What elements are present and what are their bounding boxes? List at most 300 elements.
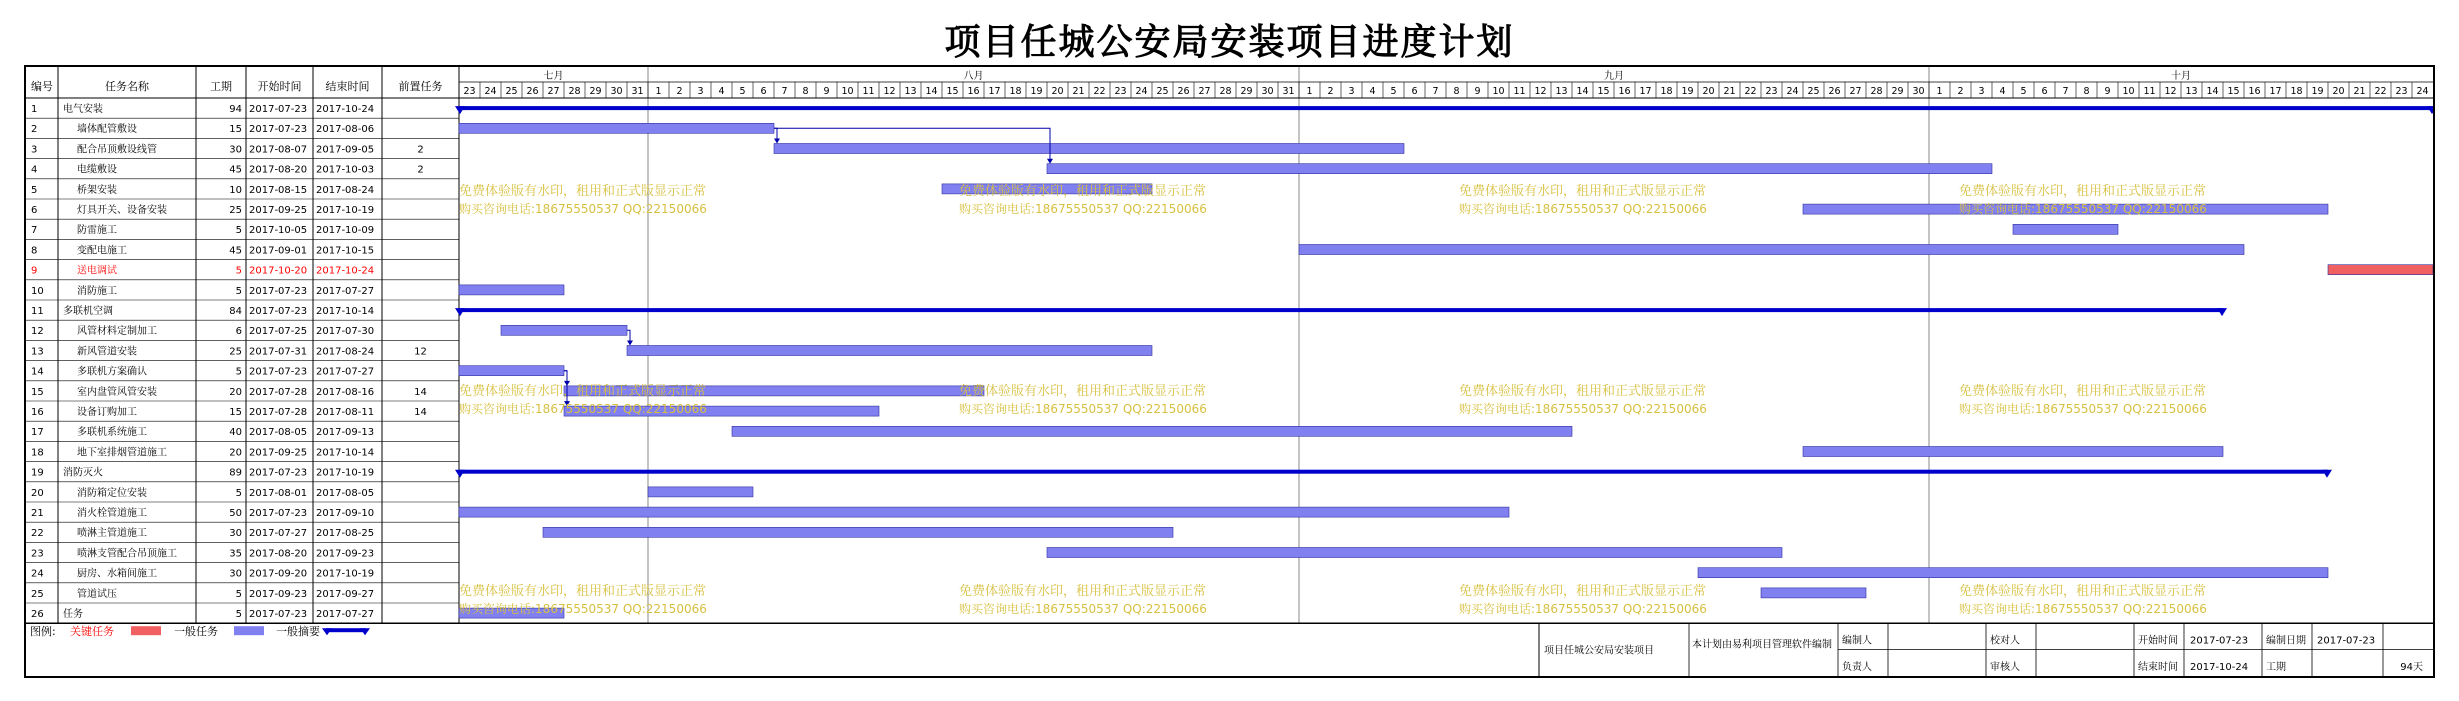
task-name: 消防箱定位安装 — [77, 487, 147, 499]
dependency-arrow — [627, 341, 633, 346]
task-bar[interactable] — [1761, 588, 1866, 598]
task-end: 2017-09-10 — [316, 508, 375, 519]
watermark-line1: 免费体验版有水印，租用和正式版显示正常 — [459, 184, 707, 199]
day-label: 21 — [1723, 86, 1736, 97]
task-id: 14 — [31, 366, 44, 378]
task-end: 2017-07-27 — [316, 366, 375, 378]
footer-end-value: 2017-10-24 — [2190, 662, 2249, 673]
task-duration: 25 — [229, 346, 242, 358]
task-start: 2017-07-25 — [249, 326, 308, 338]
day-label: 3 — [1978, 86, 1985, 97]
watermark-line1: 免费体验版有水印，租用和正式版显示正常 — [459, 584, 707, 599]
day-label: 10 — [1492, 86, 1505, 97]
task-bar[interactable] — [627, 346, 1152, 356]
summary-bar[interactable] — [459, 308, 2223, 312]
column-header-start: 开始时间 — [257, 80, 302, 93]
watermark-line1: 免费体验版有水印，租用和正式版显示正常 — [1959, 584, 2207, 599]
month-label: 十月 — [2171, 71, 2191, 82]
watermark-line1: 免费体验版有水印，租用和正式版显示正常 — [1959, 384, 2207, 399]
task-id: 22 — [31, 528, 44, 540]
task-start: 2017-07-27 — [249, 528, 308, 540]
day-label: 19 — [1681, 86, 1694, 97]
column-header-end: 结束时间 — [325, 80, 370, 93]
task-name: 管道试压 — [77, 588, 117, 600]
day-label: 23 — [2395, 86, 2408, 97]
day-label: 14 — [1576, 86, 1589, 97]
day-label: 13 — [904, 86, 917, 97]
task-predecessor: 14 — [414, 407, 427, 418]
watermark-line1: 免费体验版有水印，租用和正式版显示正常 — [959, 384, 1207, 399]
day-label: 31 — [1282, 86, 1295, 97]
task-end: 2017-10-24 — [316, 265, 375, 277]
footer-responsible-label: 负责人 — [1842, 662, 1872, 673]
legend-critical-swatch — [131, 626, 161, 635]
task-bar[interactable] — [543, 527, 1173, 537]
footer-prepared-by-label: 编制人 — [1842, 635, 1872, 647]
legend-summary-swatch — [326, 628, 366, 632]
day-label: 16 — [2248, 86, 2261, 97]
task-duration: 30 — [229, 144, 242, 156]
day-label: 18 — [2290, 86, 2303, 97]
day-label: 25 — [505, 86, 518, 97]
day-label: 18 — [1009, 86, 1022, 97]
task-name: 灯具开关、设备安装 — [77, 205, 167, 216]
day-label: 11 — [2143, 86, 2156, 97]
task-start: 2017-07-23 — [249, 104, 308, 115]
day-label: 8 — [802, 86, 809, 97]
task-duration: 25 — [229, 205, 242, 216]
task-name: 变配电施工 — [77, 245, 127, 257]
day-label: 6 — [1411, 86, 1418, 97]
task-id: 24 — [31, 568, 44, 580]
month-label: 七月 — [543, 71, 564, 82]
gantt-frame — [24, 65, 2435, 678]
task-end: 2017-10-14 — [316, 306, 375, 317]
task-predecessor: 14 — [414, 386, 427, 398]
task-duration: 5 — [235, 366, 242, 378]
task-bar[interactable] — [1803, 447, 2223, 457]
task-id: 10 — [31, 285, 44, 297]
watermark-line2: 购买咨询电话:18675550537 QQ:22150066 — [1959, 602, 2207, 616]
task-bar[interactable] — [732, 426, 1572, 436]
day-label: 14 — [925, 86, 938, 97]
day-label: 26 — [1177, 86, 1190, 97]
day-label: 15 — [946, 86, 959, 97]
footer-start-label: 开始时间 — [2138, 635, 2178, 647]
watermark-line2: 购买咨询电话:18675550537 QQ:22150066 — [959, 202, 1207, 216]
task-duration: 10 — [229, 184, 242, 196]
day-label: 13 — [1555, 86, 1568, 97]
task-bar[interactable] — [2013, 224, 2118, 234]
task-id: 2 — [31, 124, 38, 136]
legend-summary-label: 一般摘要 — [276, 625, 320, 639]
task-duration: 5 — [235, 588, 242, 600]
task-end: 2017-08-24 — [316, 346, 375, 358]
day-label: 20 — [2332, 86, 2345, 97]
task-duration: 89 — [229, 467, 242, 479]
day-label: 12 — [2164, 86, 2177, 97]
day-label: 14 — [2206, 86, 2219, 97]
day-label: 1 — [1936, 86, 1943, 97]
task-start: 2017-09-23 — [249, 588, 308, 600]
task-bar[interactable] — [459, 285, 564, 295]
footer-date-value: 2017-07-23 — [2317, 635, 2376, 647]
watermark-line2: 购买咨询电话:18675550537 QQ:22150066 — [1459, 402, 1707, 416]
day-label: 29 — [1891, 86, 1904, 97]
task-name: 多联机方案确认 — [77, 366, 147, 378]
day-label: 11 — [862, 86, 875, 97]
task-id: 7 — [31, 225, 38, 237]
day-label: 19 — [2311, 86, 2324, 97]
task-duration: 30 — [229, 528, 242, 540]
day-label: 6 — [2041, 86, 2048, 97]
task-duration: 5 — [235, 487, 242, 499]
task-start: 2017-07-23 — [249, 124, 308, 136]
watermark-line2: 购买咨询电话:18675550537 QQ:22150066 — [1459, 202, 1707, 216]
task-name: 室内盘管风管安装 — [77, 386, 157, 398]
day-label: 29 — [589, 86, 602, 97]
day-label: 30 — [610, 86, 623, 97]
page-title: 项目任城公安局安装项目进度计划 — [944, 21, 1515, 63]
task-end: 2017-07-27 — [316, 285, 375, 297]
task-id: 4 — [31, 164, 38, 176]
day-label: 3 — [1348, 86, 1355, 97]
day-label: 25 — [1807, 86, 1820, 97]
task-end: 2017-08-24 — [316, 184, 375, 196]
task-id: 6 — [31, 205, 38, 216]
task-end: 2017-10-19 — [316, 568, 375, 580]
task-duration: 40 — [229, 427, 242, 439]
task-duration: 20 — [229, 386, 242, 398]
task-start: 2017-07-23 — [249, 366, 308, 378]
footer-duration-value: 94天 — [2400, 662, 2423, 673]
day-label: 17 — [1639, 86, 1652, 97]
task-end: 2017-10-14 — [316, 447, 375, 459]
day-label: 7 — [1432, 86, 1439, 97]
task-id: 17 — [31, 427, 44, 439]
task-id: 1 — [31, 104, 38, 115]
day-label: 23 — [1765, 86, 1778, 97]
day-label: 24 — [484, 86, 497, 97]
footer-duration-label: 工期 — [2266, 662, 2286, 673]
task-duration: 6 — [235, 326, 242, 338]
day-label: 17 — [2269, 86, 2282, 97]
task-end: 2017-10-03 — [316, 164, 375, 176]
task-id: 21 — [31, 508, 44, 519]
legend-label: 图例: — [30, 625, 56, 639]
task-bar[interactable] — [1047, 548, 1782, 558]
task-end: 2017-08-11 — [316, 407, 375, 418]
day-label: 31 — [631, 86, 644, 97]
day-label: 19 — [1030, 86, 1043, 97]
day-label: 9 — [1474, 86, 1481, 97]
task-start: 2017-07-23 — [249, 306, 308, 317]
task-start: 2017-09-01 — [249, 245, 308, 257]
task-name: 送电调试 — [77, 265, 117, 277]
task-duration: 5 — [235, 225, 242, 237]
task-duration: 30 — [229, 568, 242, 580]
critical-task-bar[interactable] — [2328, 265, 2433, 275]
task-duration: 15 — [229, 124, 242, 136]
task-name: 设备订购加工 — [77, 407, 137, 418]
task-end: 2017-08-16 — [316, 386, 375, 398]
day-label: 16 — [967, 86, 980, 97]
task-bar[interactable] — [774, 144, 1404, 154]
task-end: 2017-10-09 — [316, 225, 375, 237]
day-label: 5 — [2020, 86, 2027, 97]
footer-project: 项目任城公安局安装项目 — [1544, 645, 1654, 657]
task-end: 2017-08-25 — [316, 528, 375, 540]
task-name: 消防灭火 — [63, 467, 103, 479]
task-start: 2017-08-01 — [249, 487, 308, 499]
task-start: 2017-07-23 — [249, 285, 308, 297]
dependency-arrow — [774, 139, 780, 144]
task-id: 12 — [31, 326, 44, 338]
task-bar[interactable] — [1047, 164, 1992, 174]
month-label: 八月 — [963, 71, 984, 82]
watermark-line1: 免费体验版有水印，租用和正式版显示正常 — [459, 384, 707, 399]
task-id: 3 — [31, 144, 38, 156]
column-header-name: 任务名称 — [105, 80, 149, 93]
task-end: 2017-10-24 — [316, 104, 375, 115]
task-end: 2017-09-05 — [316, 144, 375, 156]
day-label: 9 — [2104, 86, 2111, 97]
task-duration: 5 — [235, 265, 242, 277]
day-label: 15 — [1597, 86, 1610, 97]
summary-bar[interactable] — [459, 106, 2433, 110]
task-name: 电缆敷设 — [77, 164, 117, 176]
day-label: 7 — [2062, 86, 2069, 97]
task-id: 5 — [31, 184, 38, 196]
task-duration: 45 — [229, 245, 242, 257]
column-header-pred: 前置任务 — [398, 80, 443, 93]
task-name: 防雷施工 — [77, 225, 117, 237]
task-name: 电气安装 — [63, 104, 103, 115]
task-predecessor: 12 — [414, 346, 427, 358]
task-duration: 45 — [229, 164, 242, 176]
watermark-line2: 购买咨询电话:18675550537 QQ:22150066 — [959, 602, 1207, 616]
day-label: 17 — [988, 86, 1001, 97]
day-label: 28 — [1219, 86, 1232, 97]
task-id: 19 — [31, 467, 44, 479]
task-name: 多联机空调 — [63, 306, 113, 317]
day-label: 26 — [1828, 86, 1841, 97]
day-label: 18 — [1660, 86, 1673, 97]
task-id: 15 — [31, 386, 44, 398]
day-label: 25 — [1156, 86, 1169, 97]
task-duration: 20 — [229, 447, 242, 459]
day-label: 28 — [1870, 86, 1883, 97]
task-start: 2017-09-25 — [249, 205, 308, 216]
day-label: 20 — [1702, 86, 1715, 97]
day-label: 4 — [1369, 86, 1376, 97]
task-bar[interactable] — [459, 366, 564, 376]
task-name: 风管材料定制加工 — [77, 326, 157, 338]
watermark-line2: 购买咨询电话:18675550537 QQ:22150066 — [959, 402, 1207, 416]
day-label: 15 — [2227, 86, 2240, 97]
task-name: 新风管道安装 — [77, 346, 137, 358]
day-label: 23 — [463, 86, 476, 97]
day-label: 16 — [1618, 86, 1631, 97]
legend-normal-label: 一般任务 — [174, 625, 218, 639]
task-name: 厨房、水箱间施工 — [77, 568, 157, 580]
task-id: 13 — [31, 346, 44, 358]
watermark-line1: 免费体验版有水印，租用和正式版显示正常 — [959, 184, 1207, 199]
task-start: 2017-10-05 — [249, 225, 308, 237]
task-bar[interactable] — [1299, 245, 2244, 255]
dependency-arrow — [1047, 159, 1053, 164]
task-start: 2017-07-23 — [249, 609, 308, 620]
watermark-line2: 购买咨询电话:18675550537 QQ:22150066 — [459, 202, 707, 216]
task-bar[interactable] — [459, 507, 1509, 517]
task-name: 墙体配管敷设 — [77, 124, 137, 136]
footer-date-label: 编制日期 — [2266, 635, 2306, 647]
task-id: 18 — [31, 447, 44, 459]
day-label: 10 — [2122, 86, 2135, 97]
task-duration: 15 — [229, 407, 242, 418]
task-start: 2017-07-31 — [249, 346, 308, 358]
watermark-line2: 购买咨询电话:18675550537 QQ:22150066 — [459, 402, 707, 416]
task-duration: 50 — [229, 508, 242, 519]
day-label: 11 — [1513, 86, 1526, 97]
task-duration: 84 — [229, 306, 242, 317]
task-name: 喷淋主管道施工 — [77, 528, 147, 540]
watermark-line2: 购买咨询电话:18675550537 QQ:22150066 — [1459, 602, 1707, 616]
day-label: 30 — [1912, 86, 1925, 97]
day-label: 28 — [568, 86, 581, 97]
day-label: 24 — [1786, 86, 1799, 97]
task-name: 喷淋支管配合吊顶施工 — [77, 548, 177, 560]
footer-checked-by-label: 校对人 — [1990, 635, 2020, 647]
day-label: 7 — [781, 86, 788, 97]
day-label: 2 — [676, 86, 683, 97]
task-start: 2017-08-05 — [249, 427, 308, 439]
task-duration: 5 — [235, 285, 242, 297]
column-header-dur: 工期 — [210, 80, 232, 93]
task-id: 26 — [31, 609, 44, 620]
task-bar[interactable] — [501, 325, 627, 335]
task-start: 2017-08-20 — [249, 164, 308, 176]
day-label: 21 — [1072, 86, 1085, 97]
day-label: 10 — [841, 86, 854, 97]
day-label: 22 — [2374, 86, 2387, 97]
day-label: 20 — [1051, 86, 1064, 97]
watermark-line1: 免费体验版有水印，租用和正式版显示正常 — [1459, 584, 1707, 599]
day-label: 4 — [1999, 86, 2006, 97]
task-start: 2017-09-25 — [249, 447, 308, 459]
task-duration: 94 — [229, 104, 242, 115]
day-label: 2 — [1327, 86, 1334, 97]
month-label: 九月 — [1604, 71, 1624, 82]
footer-start-value: 2017-07-23 — [2190, 635, 2249, 647]
day-label: 13 — [2185, 86, 2198, 97]
task-id: 16 — [31, 407, 44, 418]
watermark-line2: 购买咨询电话:18675550537 QQ:22150066 — [1959, 202, 2207, 216]
task-end: 2017-10-19 — [316, 205, 375, 216]
task-end: 2017-08-05 — [316, 487, 375, 499]
task-end: 2017-10-15 — [316, 245, 375, 257]
task-id: 20 — [31, 487, 44, 499]
watermark-line2: 购买咨询电话:18675550537 QQ:22150066 — [459, 602, 707, 616]
task-predecessor: 2 — [417, 164, 424, 176]
task-start: 2017-08-07 — [249, 144, 308, 156]
day-label: 3 — [697, 86, 704, 97]
task-bar[interactable] — [1698, 568, 2328, 578]
day-label: 27 — [1198, 86, 1211, 97]
task-start: 2017-07-28 — [249, 407, 308, 418]
day-label: 22 — [1744, 86, 1757, 97]
task-name: 消火栓管道施工 — [77, 508, 147, 519]
day-label: 8 — [1453, 86, 1460, 97]
task-bar[interactable] — [648, 487, 753, 497]
task-name: 配合吊顶敷设线管 — [77, 144, 157, 156]
task-bar[interactable] — [459, 123, 774, 133]
task-name: 桥架安装 — [77, 184, 117, 196]
day-label: 4 — [718, 86, 725, 97]
task-start: 2017-08-20 — [249, 548, 308, 560]
task-start: 2017-07-28 — [249, 386, 308, 398]
task-duration: 35 — [229, 548, 242, 560]
legend-normal-swatch — [234, 626, 264, 635]
task-end: 2017-07-27 — [316, 609, 375, 620]
task-name: 地下室排烟管道施工 — [77, 447, 167, 459]
task-id: 9 — [31, 265, 38, 277]
task-end: 2017-10-19 — [316, 467, 375, 479]
day-label: 12 — [883, 86, 896, 97]
task-end: 2017-09-27 — [316, 588, 375, 600]
day-label: 24 — [2416, 86, 2429, 97]
day-label: 23 — [1114, 86, 1127, 97]
day-label: 30 — [1261, 86, 1274, 97]
task-end: 2017-09-23 — [316, 548, 375, 560]
task-end: 2017-08-06 — [316, 124, 375, 136]
task-id: 23 — [31, 548, 44, 560]
task-start: 2017-08-15 — [249, 184, 308, 196]
task-end: 2017-07-30 — [316, 326, 375, 338]
day-label: 12 — [1534, 86, 1547, 97]
task-start: 2017-07-23 — [249, 508, 308, 519]
task-name: 多联机系统施工 — [77, 427, 147, 439]
day-label: 5 — [1390, 86, 1397, 97]
task-id: 11 — [31, 306, 44, 317]
task-start: 2017-10-20 — [249, 265, 308, 277]
summary-bar[interactable] — [459, 470, 2328, 474]
watermark-line1: 免费体验版有水印，租用和正式版显示正常 — [959, 584, 1207, 599]
legend-critical-label: 关键任务 — [70, 625, 114, 639]
task-duration: 5 — [235, 609, 242, 620]
day-label: 29 — [1240, 86, 1253, 97]
column-header-no: 编号 — [31, 80, 53, 93]
task-id: 25 — [31, 588, 44, 600]
day-label: 1 — [1306, 86, 1313, 97]
task-name: 消防施工 — [77, 285, 117, 297]
footer-reviewer-label: 审核人 — [1990, 662, 2020, 673]
footer-note: 本计划由易利项目管理软件编制 — [1692, 639, 1832, 651]
watermark-line1: 免费体验版有水印，租用和正式版显示正常 — [1459, 184, 1707, 199]
watermark-line1: 免费体验版有水印，租用和正式版显示正常 — [1959, 184, 2207, 199]
day-label: 24 — [1135, 86, 1148, 97]
day-label: 21 — [2353, 86, 2366, 97]
footer-end-label: 结束时间 — [2138, 662, 2178, 673]
day-label: 2 — [1957, 86, 1964, 97]
day-label: 27 — [547, 86, 560, 97]
day-label: 6 — [760, 86, 767, 97]
watermark-line1: 免费体验版有水印，租用和正式版显示正常 — [1459, 384, 1707, 399]
gantt-chart — [26, 67, 2433, 676]
watermark-line2: 购买咨询电话:18675550537 QQ:22150066 — [1959, 402, 2207, 416]
task-id: 8 — [31, 245, 38, 257]
day-label: 27 — [1849, 86, 1862, 97]
